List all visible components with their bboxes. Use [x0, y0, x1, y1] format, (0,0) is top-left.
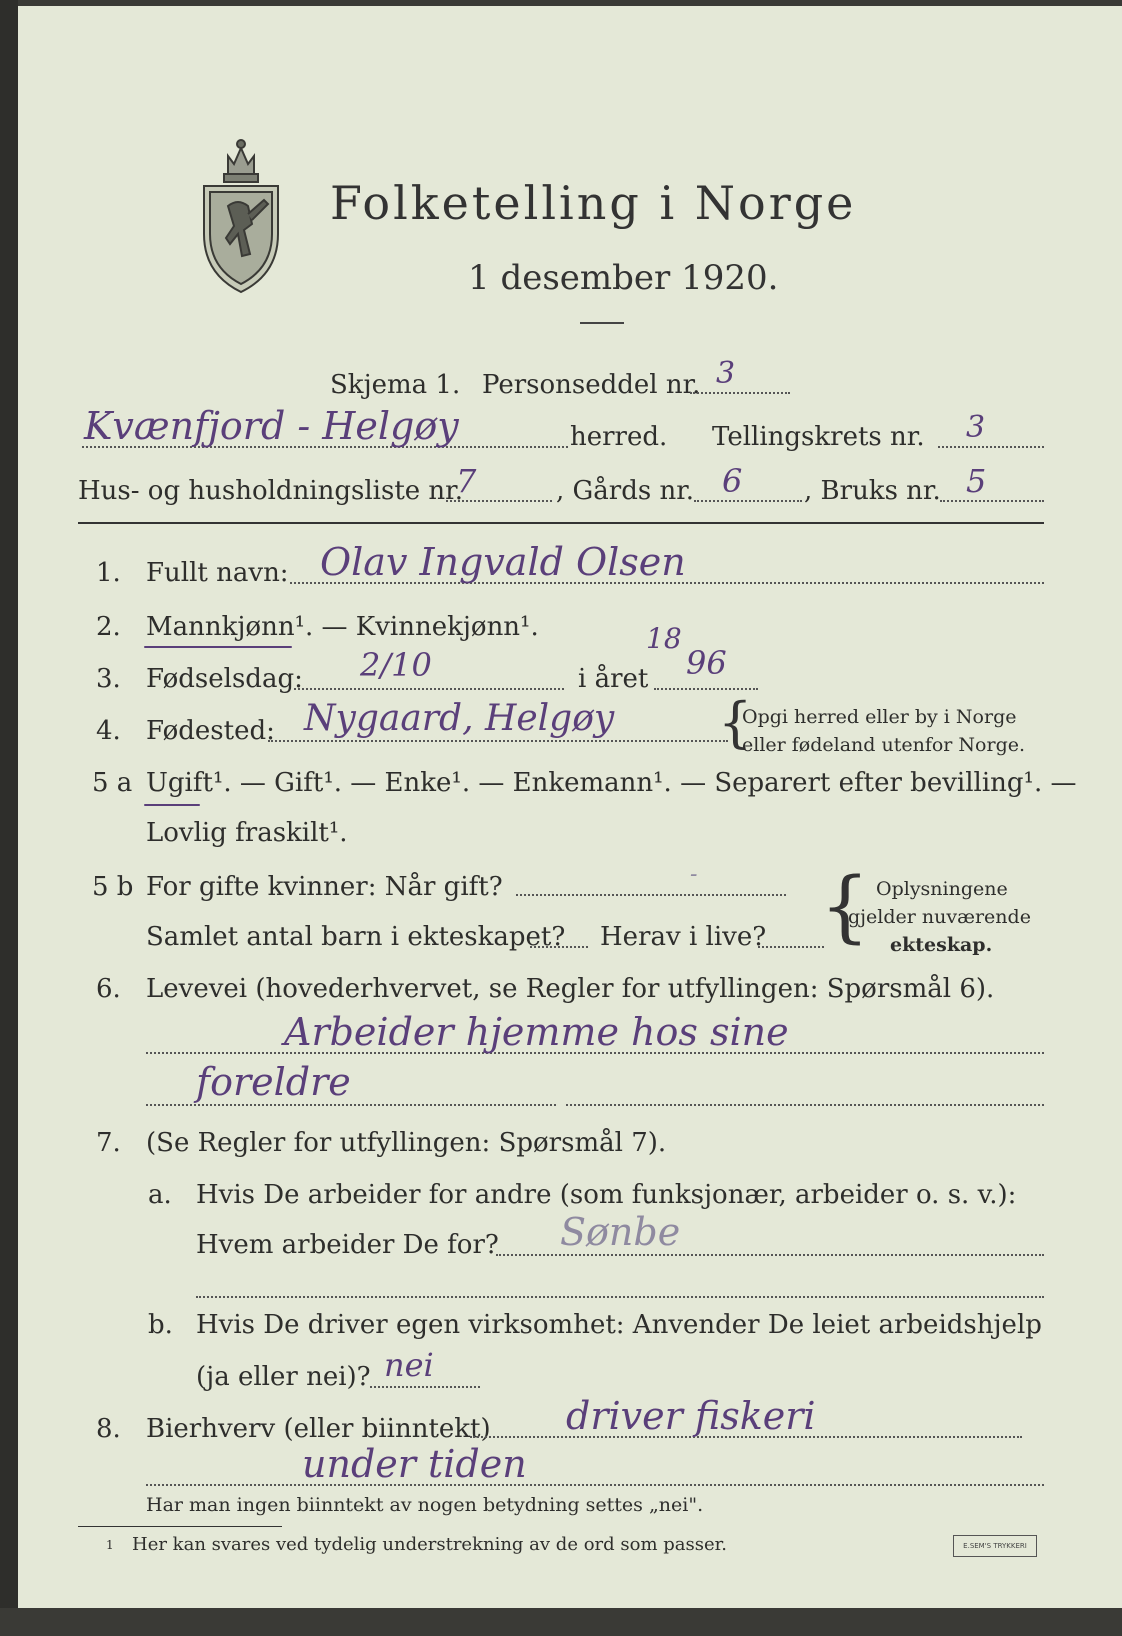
- q4-line: [268, 740, 728, 742]
- q8-value-1: driver fiskeri: [566, 1394, 816, 1438]
- q5b-label: For gifte kvinner: Når gift?: [146, 872, 503, 902]
- q5b-note-line2: gjelder nuværende: [848, 906, 1031, 928]
- herred-value: Kvænfjord - Helgøy: [84, 404, 459, 448]
- q6-value-2: foreldre: [196, 1060, 351, 1104]
- q5b-note-line1: Oplysningene: [876, 878, 1008, 900]
- herred-label: herred.: [570, 422, 668, 452]
- q1-value: Olav Ingvald Olsen: [320, 540, 686, 584]
- q7a-line: [496, 1254, 1044, 1256]
- q7-number: 7.: [96, 1128, 121, 1158]
- note-nei: Har man ingen biinntekt av nogen betydning settes „nei".: [146, 1494, 704, 1516]
- q6-line-2b: [566, 1104, 1044, 1106]
- q7a-label-2: Hvem arbeider De for?: [196, 1230, 499, 1260]
- header-divider: [78, 522, 1044, 524]
- q4-label: Fødested:: [146, 716, 275, 746]
- q4-note-brace: {: [718, 691, 753, 754]
- skjema-label: Skjema 1.: [330, 370, 461, 400]
- q5b-label-2: Samlet antal barn i ekteskapet?: [146, 922, 566, 952]
- hus-label: Hus- og husholdningsliste nr.: [78, 476, 464, 506]
- q5a-number: 5 a: [92, 768, 133, 798]
- q5b-value: -: [690, 862, 698, 887]
- bruks-label: , Bruks nr.: [804, 476, 941, 506]
- scan-edge-top: [0, 0, 1122, 6]
- personseddel-value: 3: [716, 356, 736, 391]
- q8-value-2: under tiden: [302, 1442, 527, 1486]
- q5b-line: [516, 894, 786, 896]
- form-title: Folketelling i Norge: [330, 176, 857, 230]
- q6-value-1: Arbeider hjemme hos sine: [284, 1010, 789, 1054]
- q7b-value: nei: [384, 1346, 434, 1384]
- q3-year-value: 96: [686, 644, 727, 682]
- q3-number: 3.: [96, 664, 121, 694]
- q3-year-line: [654, 688, 758, 690]
- bruks-line: [940, 500, 1044, 502]
- footnote-mark: 1: [106, 1538, 114, 1552]
- hus-value: 7: [456, 462, 477, 500]
- q8-label: Bierhverv (eller biinntekt): [146, 1414, 491, 1444]
- q7a-value: Sønbe: [560, 1210, 681, 1254]
- q4-number: 4.: [96, 716, 121, 746]
- footnote-divider: [78, 1526, 282, 1527]
- personseddel-line: [690, 392, 790, 394]
- q5b-live-line: [758, 946, 824, 948]
- tellingskrets-value: 3: [966, 410, 986, 445]
- tellingskrets-line: [938, 446, 1044, 448]
- q3-value: 2/10: [360, 646, 432, 684]
- q7a-label: Hvis De arbeider for andre (som funksjonær, arbeider o. s. v.):: [196, 1180, 1017, 1210]
- q5b-note-brace: {: [820, 862, 870, 952]
- q5a-underline-mark: [144, 804, 200, 806]
- q4-note-line2: eller fødeland utenfor Norge.: [742, 734, 1026, 756]
- q8-line-2: [146, 1484, 1044, 1486]
- q4-note-line1: Opgi herred eller by i Norge: [742, 706, 1017, 728]
- scan-edge-left: [0, 0, 18, 1636]
- q1-label: Fullt navn:: [146, 558, 289, 588]
- q7b-label: Hvis De driver egen virksomhet: Anvender De leiet arbeidshjelp: [196, 1310, 1042, 1340]
- q7b-number: b.: [148, 1310, 173, 1340]
- personseddel-label: Personseddel nr.: [482, 370, 701, 400]
- q7b-label-2: (ja eller nei)?: [196, 1362, 371, 1392]
- q7a-number: a.: [148, 1180, 172, 1210]
- printer-stamp: E.SEM'S TRYKKERI: [953, 1535, 1037, 1557]
- q6-line-2a: [146, 1104, 556, 1106]
- q5b-label-3: Herav i live?: [600, 922, 767, 952]
- q6-number: 6.: [96, 974, 121, 1004]
- q7b-line: [370, 1386, 480, 1388]
- q4-value: Nygaard, Helgøy: [304, 698, 615, 739]
- q5b-barn-line: [530, 946, 588, 948]
- footnote-text: Her kan svares ved tydelig understrekning av de ord som passer.: [132, 1534, 727, 1555]
- q3-year-label: i året: [578, 664, 649, 694]
- q1-number: 1.: [96, 558, 121, 588]
- q5b-number: 5 b: [92, 872, 134, 902]
- bruks-value: 5: [966, 462, 987, 500]
- q3-line: [294, 688, 564, 690]
- gards-line: [694, 500, 802, 502]
- scan-edge-bottom: [0, 1608, 1122, 1636]
- hus-line: [446, 500, 552, 502]
- title-divider: [580, 322, 624, 324]
- norway-coat-of-arms-icon: [198, 134, 284, 294]
- q3-label: Fødselsdag:: [146, 664, 303, 694]
- gards-value: 6: [722, 462, 743, 500]
- q3-year-prefix: 18: [646, 622, 682, 655]
- q2-label: Mannkjønn¹. — Kvinnekjønn¹.: [146, 612, 539, 642]
- form-subtitle: 1 desember 1920.: [468, 258, 779, 298]
- q8-number: 8.: [96, 1414, 121, 1444]
- q2-number: 2.: [96, 612, 121, 642]
- q7-label: (Se Regler for utfyllingen: Spørsmål 7).: [146, 1128, 667, 1158]
- q5a-label: Ugift¹. — Gift¹. — Enke¹. — Enkemann¹. — Separert efter bevilling¹. —: [146, 768, 1077, 798]
- gards-label: , Gårds nr.: [556, 476, 695, 506]
- q5b-note-line3: ekteskap.: [890, 934, 993, 956]
- q5a-label-2: Lovlig fraskilt¹.: [146, 818, 348, 848]
- q6-label: Levevei (hovederhvervet, se Regler for utfyllingen: Spørsmål 6).: [146, 974, 995, 1004]
- q7a-line-2: [196, 1296, 1044, 1298]
- tellingskrets-label: Tellingskrets nr.: [712, 422, 925, 452]
- q2-underline-mark: [144, 646, 292, 648]
